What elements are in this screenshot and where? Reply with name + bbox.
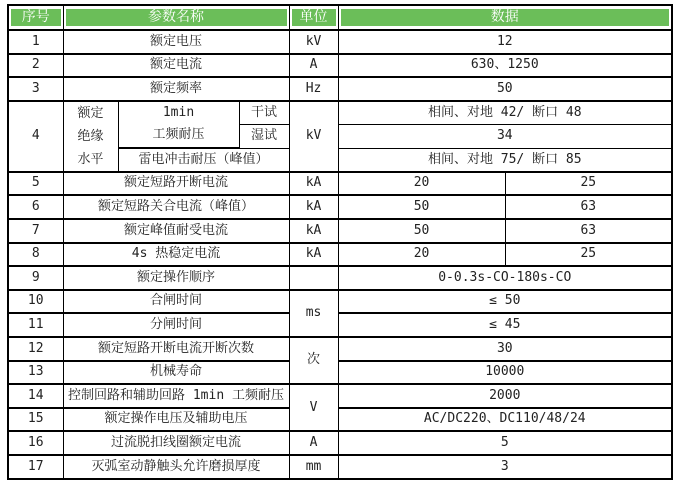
- cell-r2-unit: A: [289, 54, 338, 78]
- cell-r4-seq: 4: [8, 101, 63, 172]
- table-row: [8, 361, 672, 385]
- cell-r13-data: 10000: [338, 361, 672, 385]
- cell-r4-data-dry: 相间、对地 42/ 断口 48: [338, 101, 672, 125]
- insulation-level-line: 水平: [77, 151, 104, 167]
- cell-r11-seq: 11: [8, 313, 63, 337]
- cell-r4-wet-test: 湿试: [239, 124, 289, 148]
- cell-r7-seq: 7: [8, 219, 63, 243]
- table-row: [8, 290, 672, 314]
- cell-r15-data: AC/DC220、DC110/48/24: [338, 408, 672, 432]
- cell-r6-name: 额定短路关合电流（峰值）: [63, 195, 289, 219]
- header-cell-param: [63, 5, 289, 30]
- header-data-label: 数据: [341, 9, 670, 27]
- cell-r2-seq: 2: [8, 54, 63, 78]
- cell-r17-unit: mm: [289, 455, 338, 479]
- table-row: [8, 455, 672, 479]
- cell-r12-name: 额定短路开断电流开断次数: [63, 337, 289, 361]
- cell-r3-unit: Hz: [289, 77, 338, 101]
- cell-r8-data1: 20: [338, 243, 505, 267]
- header-param-label: 参数名称: [66, 9, 287, 27]
- cell-r10-data: ≤ 50: [338, 290, 672, 314]
- table-row: [8, 408, 672, 432]
- cell-r4-lightning-impulse: 雷电冲击耐压（峰值）: [118, 148, 289, 172]
- cell-r13-seq: 13: [8, 361, 63, 385]
- cell-r9-name: 额定操作顺序: [63, 266, 289, 290]
- cell-r17-seq: 17: [8, 455, 63, 479]
- cell-r1-unit: kV: [289, 30, 338, 54]
- cell-r4-data-lightning: 相间、对地 75/ 断口 85: [338, 148, 672, 172]
- table-row: [8, 54, 672, 78]
- table-row: [8, 337, 672, 361]
- cell-r12-data: 30: [338, 337, 672, 361]
- cell-r16-data: 5: [338, 431, 672, 455]
- cell-r5-seq: 5: [8, 172, 63, 196]
- cell-r14-seq: 14: [8, 384, 63, 408]
- header-unit-label: 单位: [292, 9, 336, 27]
- table-row: [8, 431, 672, 455]
- table-row: [8, 243, 672, 267]
- cell-r8-data2: 25: [505, 243, 672, 267]
- cell-r13-name: 机械寿命: [63, 361, 289, 385]
- cell-r4-unit: kV: [289, 101, 338, 172]
- cell-r12-seq: 12: [8, 337, 63, 361]
- cell-r15-name: 额定操作电压及辅助电压: [63, 408, 289, 432]
- table-row: [8, 266, 672, 290]
- cell-r8-name: 4s 热稳定电流: [63, 243, 289, 267]
- cell-r11-data: ≤ 45: [338, 313, 672, 337]
- table-header-row: [8, 5, 672, 30]
- cell-r8-unit: kA: [289, 243, 338, 267]
- table-row: [8, 219, 672, 243]
- header-cell-seq: [8, 5, 63, 30]
- cell-r8-seq: 8: [8, 243, 63, 267]
- cell-r7-data2: 63: [505, 219, 672, 243]
- cell-r9-seq: 9: [8, 266, 63, 290]
- cell-r14-name: 控制回路和辅助回路 1min 工频耐压: [63, 384, 289, 408]
- cell-r7-data1: 50: [338, 219, 505, 243]
- cell-r9-unit: [289, 266, 338, 290]
- cell-r2-name: 额定电流: [63, 54, 289, 78]
- cell-r6-data1: 50: [338, 195, 505, 219]
- cell-r2-data: 630、1250: [338, 54, 672, 78]
- header-seq-label: 序号: [11, 9, 61, 27]
- cell-r17-name: 灭弧室动静触头允许磨损厚度: [63, 455, 289, 479]
- cell-r1-seq: 1: [8, 30, 63, 54]
- cell-r3-data: 50: [338, 77, 672, 101]
- cell-r1-data: 12: [338, 30, 672, 54]
- header-cell-unit: [289, 5, 338, 30]
- cell-r14-unit: V: [289, 384, 338, 431]
- cell-r10-unit: ms: [289, 290, 338, 337]
- cell-r10-seq: 10: [8, 290, 63, 314]
- cell-r16-name: 过流脱扣线圈额定电流: [63, 431, 289, 455]
- cell-r5-unit: kA: [289, 172, 338, 196]
- cell-r6-data2: 63: [505, 195, 672, 219]
- cell-r7-name: 额定峰值耐受电流: [63, 219, 289, 243]
- cell-r11-name: 分闸时间: [63, 313, 289, 337]
- cell-r4-power-frequency-withstand: [118, 101, 239, 148]
- cell-r12-unit: 次: [289, 337, 338, 384]
- cell-r6-unit: kA: [289, 195, 338, 219]
- cell-r6-seq: 6: [8, 195, 63, 219]
- insulation-level-line: 额定: [77, 105, 104, 121]
- cell-r3-name: 额定频率: [63, 77, 289, 101]
- table-row: [8, 77, 672, 101]
- cell-r16-unit: A: [289, 431, 338, 455]
- cell-r10-name: 合闸时间: [63, 290, 289, 314]
- cell-r5-data1: 20: [338, 172, 505, 196]
- table-row: [8, 384, 672, 408]
- spec-table: [7, 4, 673, 480]
- cell-r4-dry-test: 干试: [239, 101, 289, 125]
- cell-r17-data: 3: [338, 455, 672, 479]
- header-cell-data: [338, 5, 672, 30]
- cell-r5-data2: 25: [505, 172, 672, 196]
- cell-r5-name: 额定短路开断电流: [63, 172, 289, 196]
- table-row: [8, 30, 672, 54]
- cell-r3-seq: 3: [8, 77, 63, 101]
- cell-r1-name: 额定电压: [63, 30, 289, 54]
- cell-r4-insulation-level: [63, 101, 118, 172]
- table-row: [8, 172, 672, 196]
- cell-r9-data: 0-0.3s-CO-180s-CO: [338, 266, 672, 290]
- table-row: [8, 101, 672, 125]
- cell-r14-data: 2000: [338, 384, 672, 408]
- table-row: [8, 195, 672, 219]
- cell-r15-seq: 15: [8, 408, 63, 432]
- cell-r16-seq: 16: [8, 431, 63, 455]
- cell-r4-data-wet: 34: [338, 124, 672, 148]
- power-frequency-line: 1min: [162, 105, 195, 121]
- table-row: [8, 313, 672, 337]
- power-frequency-line: 工频耐压: [152, 127, 205, 143]
- insulation-level-line: 绝缘: [77, 128, 104, 144]
- cell-r7-unit: kA: [289, 219, 338, 243]
